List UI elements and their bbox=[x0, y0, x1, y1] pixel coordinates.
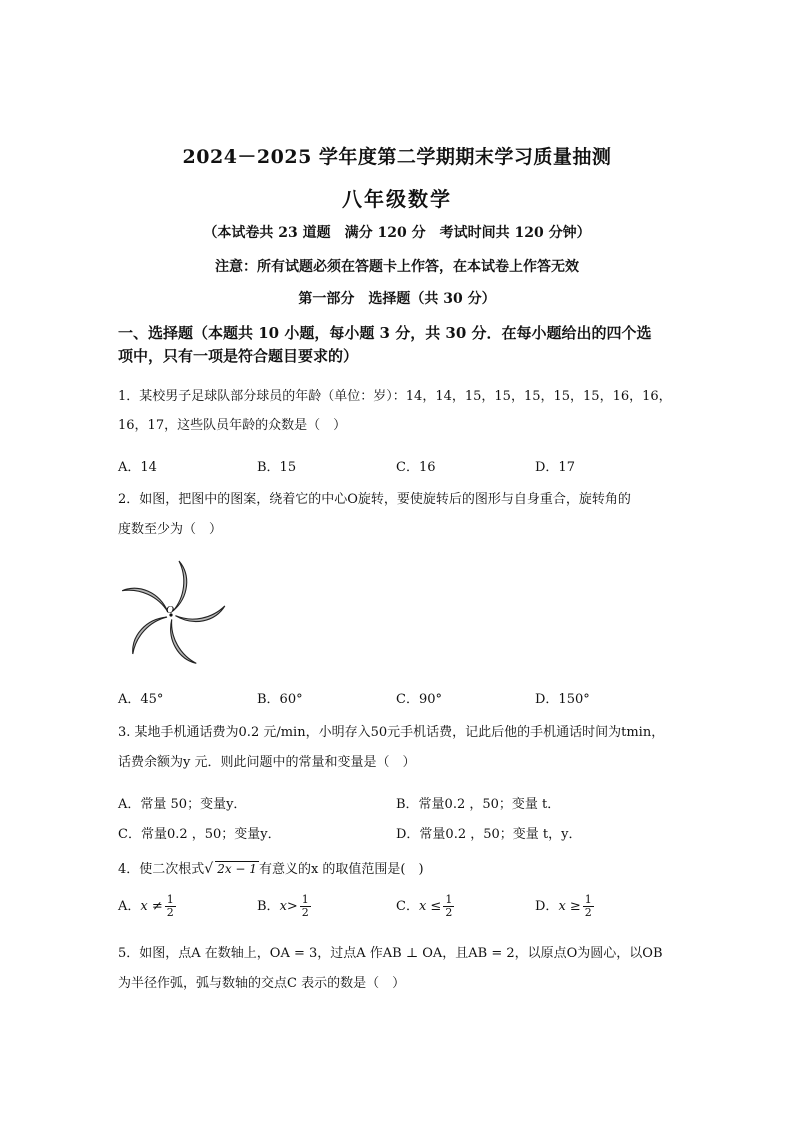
q2-option-c: C．90° bbox=[396, 692, 442, 707]
q4-radicand: 2x − 1 bbox=[217, 862, 257, 876]
q1-line2: 16，17，这些队员年龄的众数是（ ） bbox=[118, 418, 347, 433]
pinwheel-blade bbox=[173, 561, 187, 611]
section-heading-line1: 一、选择题（本题共 10 小题，每小题 3 分，共 30 分．在每小题给出的四个选 bbox=[118, 324, 652, 342]
q3-option-d: D．常量0.2 ，50；变量 t，y． bbox=[396, 827, 582, 842]
q2-line1: 2．如图，把图中的图案，绕着它的中心O旋转，要使旋转后的图形与自身重合，旋转角的 bbox=[118, 492, 631, 507]
q4-option-d: D．x ≥ $\frac{1}{2}$ bbox=[535, 893, 592, 919]
q2-option-a: A．45° bbox=[118, 692, 164, 707]
q1-option-b: B．15 bbox=[257, 460, 297, 475]
part-title: 第一部分 选择题（共 30 分） bbox=[298, 291, 496, 307]
q3-option-c: C．常量0.2 ，50；变量y． bbox=[118, 827, 281, 842]
q4-option-c: C．x ≤ $\frac{1}{2}$ bbox=[396, 893, 453, 919]
q3-line1: 3. 某地手机通话费为0.2 元/min，小明存入50元手机话费，记此后他的手机通话时间为tmin， bbox=[118, 725, 665, 740]
q2-line2: 度数至少为（ ） bbox=[118, 522, 223, 537]
q4-stem: 4．使二次根式√ 2x − 1 有意义的x 的取值范围是( ) bbox=[118, 861, 424, 877]
pinwheel-blade bbox=[161, 619, 201, 668]
pinwheel-figure bbox=[116, 558, 226, 673]
q4-text-after: 有意义的x 的取值范围是( ) bbox=[258, 862, 424, 877]
q3-line2: 话费余额为y 元．则此问题中的常量和变量是（ ） bbox=[118, 755, 416, 770]
q5-line1: 5．如图，点A 在数轴上，OA = 3，过点A 作AB ⊥ OA，且AB = 2，以原点O为圆心，以OB bbox=[118, 946, 663, 961]
q1-line1: 1．某校男子足球队部分球员的年龄（单位：岁）：14，14，15，15，15，15，15，16，16， bbox=[118, 389, 672, 404]
q4-text-before: 4．使二次根式 bbox=[118, 862, 205, 877]
q3-option-b: B．常量0.2 ，50；变量 t． bbox=[396, 797, 561, 812]
pinwheel-blade bbox=[175, 600, 226, 628]
q1-option-a: A．14 bbox=[118, 460, 157, 475]
exam-subtitle: 八年级数学 bbox=[342, 187, 452, 211]
q4-option-a: A．x ≠ $\frac{1}{2}$ bbox=[118, 893, 174, 919]
exam-notice: 注意：所有试题必须在答题卡上作答，在本试卷上作答无效 bbox=[215, 259, 579, 275]
q3-option-a: A．常量 50；变量y． bbox=[118, 797, 247, 812]
q1-option-d: D．17 bbox=[535, 460, 575, 475]
section-heading-line2: 项中，只有一项是符合题目要求的） bbox=[118, 347, 359, 365]
pinwheel-blade bbox=[127, 609, 167, 658]
q2-option-d: D．150° bbox=[535, 692, 590, 707]
q5-line2: 为半径作弧，弧与数轴的交点C 表示的数是（ ） bbox=[118, 976, 406, 991]
exam-info: （本试卷共 23 道题 满分 120 分 考试时间共 120 分钟） bbox=[203, 225, 591, 241]
pinwheel-blade bbox=[120, 583, 172, 611]
q1-option-c: C．16 bbox=[396, 460, 436, 475]
q2-option-b: B．60° bbox=[257, 692, 303, 707]
q4-option-b: B．x> $\frac{1}{2}$ bbox=[257, 893, 309, 919]
exam-title: 2024－2025 学年度第二学期期末学习质量抽测 bbox=[182, 146, 612, 168]
center-label-o: O bbox=[166, 604, 174, 616]
